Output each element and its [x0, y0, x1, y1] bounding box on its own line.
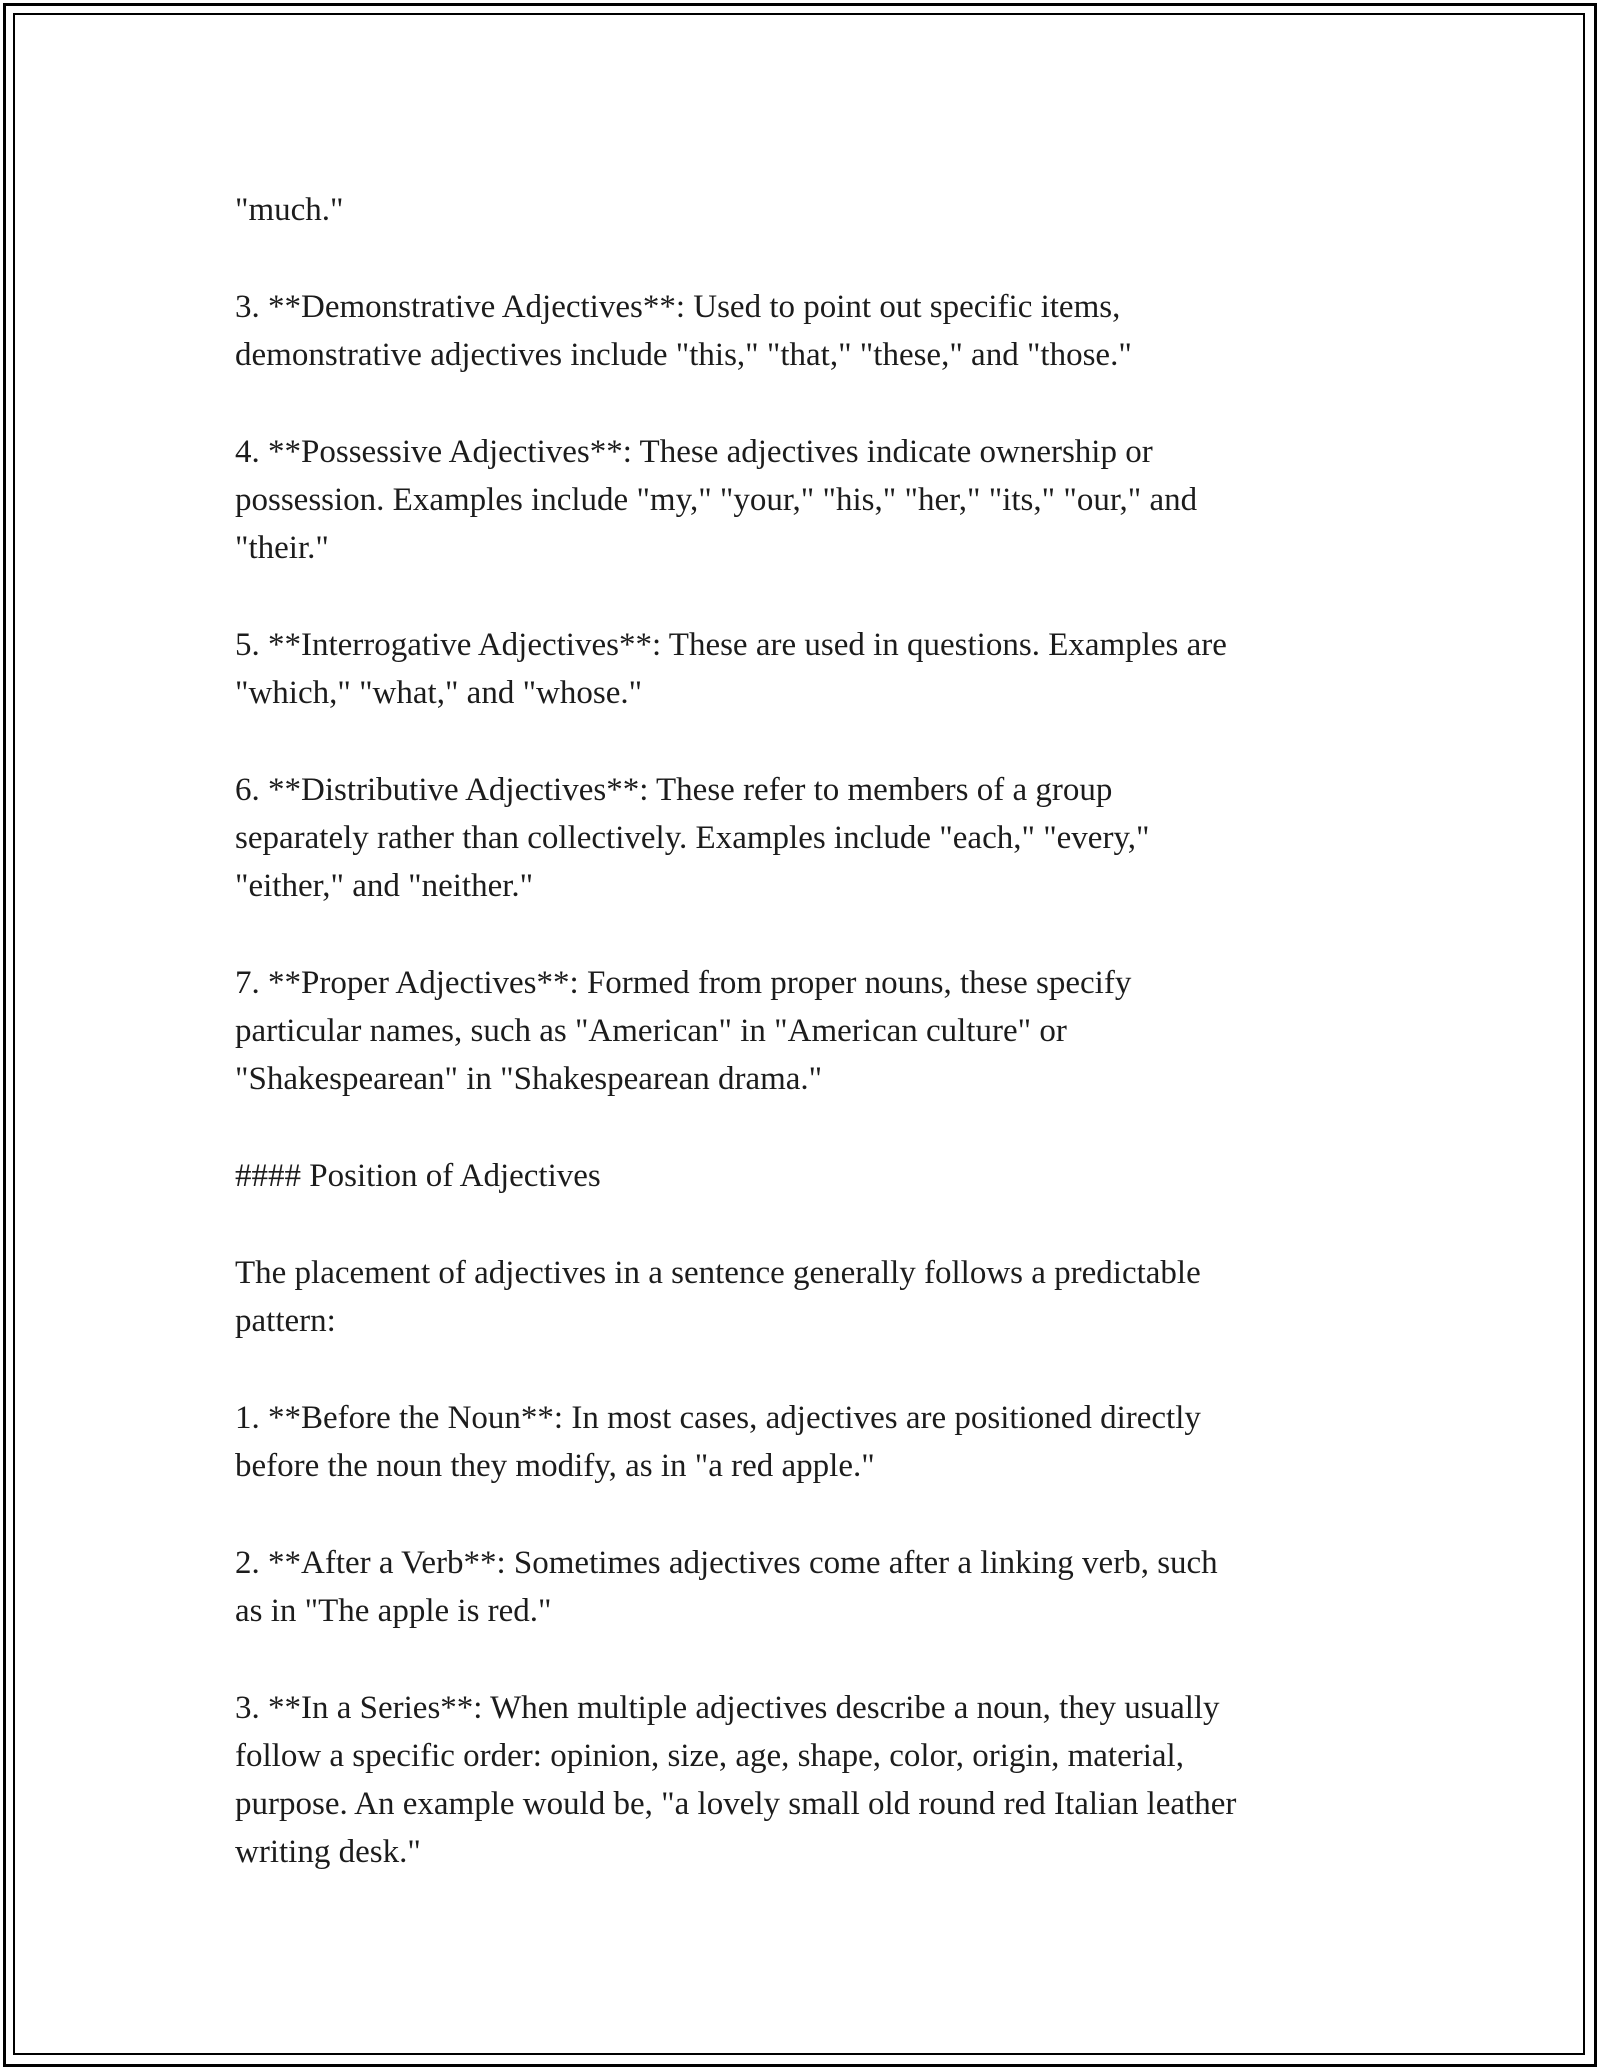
text-line: "either," and "neither.": [235, 868, 534, 904]
paragraph-distributive-adjectives: [235, 766, 1365, 910]
paragraph-possessive-adjectives: [235, 428, 1365, 572]
text-line: particular names, such as "American" in "American culture" or: [235, 1013, 1067, 1049]
paragraph-interrogative-adjectives: [235, 621, 1365, 717]
text-line: possession. Examples include "my," "your," "his," "her," "its," "our," and: [235, 482, 1198, 518]
text-line: 3. **Demonstrative Adjectives**: Used to point out specific items,: [235, 289, 1121, 325]
text-line: "much.": [235, 192, 344, 228]
text-line: 5. **Interrogative Adjectives**: These are used in questions. Examples are: [235, 627, 1227, 663]
paragraph-in-a-series: [235, 1684, 1365, 1876]
document-body: [235, 186, 1365, 1925]
text-line: The placement of adjectives in a sentence generally follows a predictable: [235, 1255, 1201, 1291]
text-line: separately rather than collectively. Examples include "each," "every,": [235, 820, 1150, 856]
text-line: purpose. An example would be, "a lovely small old round red Italian leather: [235, 1786, 1237, 1822]
paragraph-proper-adjectives: [235, 959, 1365, 1103]
text-line: "their.": [235, 530, 329, 566]
text-line: 3. **In a Series**: When multiple adjectives describe a noun, they usually: [235, 1690, 1220, 1726]
text-line: 6. **Distributive Adjectives**: These refer to members of a group: [235, 772, 1113, 808]
paragraph-before-the-noun: [235, 1394, 1365, 1490]
paragraph-demonstrative-adjectives: [235, 283, 1365, 379]
text-line: before the noun they modify, as in "a red apple.": [235, 1448, 875, 1484]
text-line: "Shakespearean" in "Shakespearean drama.": [235, 1061, 823, 1097]
text-line: 7. **Proper Adjectives**: Formed from proper nouns, these specify: [235, 965, 1132, 1001]
text-line: 1. **Before the Noun**: In most cases, adjectives are positioned directly: [235, 1400, 1201, 1436]
text-line: writing desk.": [235, 1834, 421, 1870]
paragraph-placement-intro: [235, 1249, 1365, 1345]
text-line: "which," "what," and "whose.": [235, 675, 643, 711]
text-line: #### Position of Adjectives: [235, 1158, 601, 1194]
text-line: demonstrative adjectives include "this," "that," "these," and "those.": [235, 337, 1132, 373]
text-line: follow a specific order: opinion, size, age, shape, color, origin, material,: [235, 1738, 1184, 1774]
text-line: pattern:: [235, 1303, 336, 1339]
text-line: as in "The apple is red.": [235, 1593, 552, 1629]
text-line: 4. **Possessive Adjectives**: These adjectives indicate ownership or: [235, 434, 1153, 470]
paragraph-after-a-verb: [235, 1539, 1365, 1635]
text-line: 2. **After a Verb**: Sometimes adjectives come after a linking verb, such: [235, 1545, 1218, 1581]
section-heading-position-of-adjectives: [235, 1152, 1365, 1200]
paragraph-continuation: [235, 186, 1365, 234]
